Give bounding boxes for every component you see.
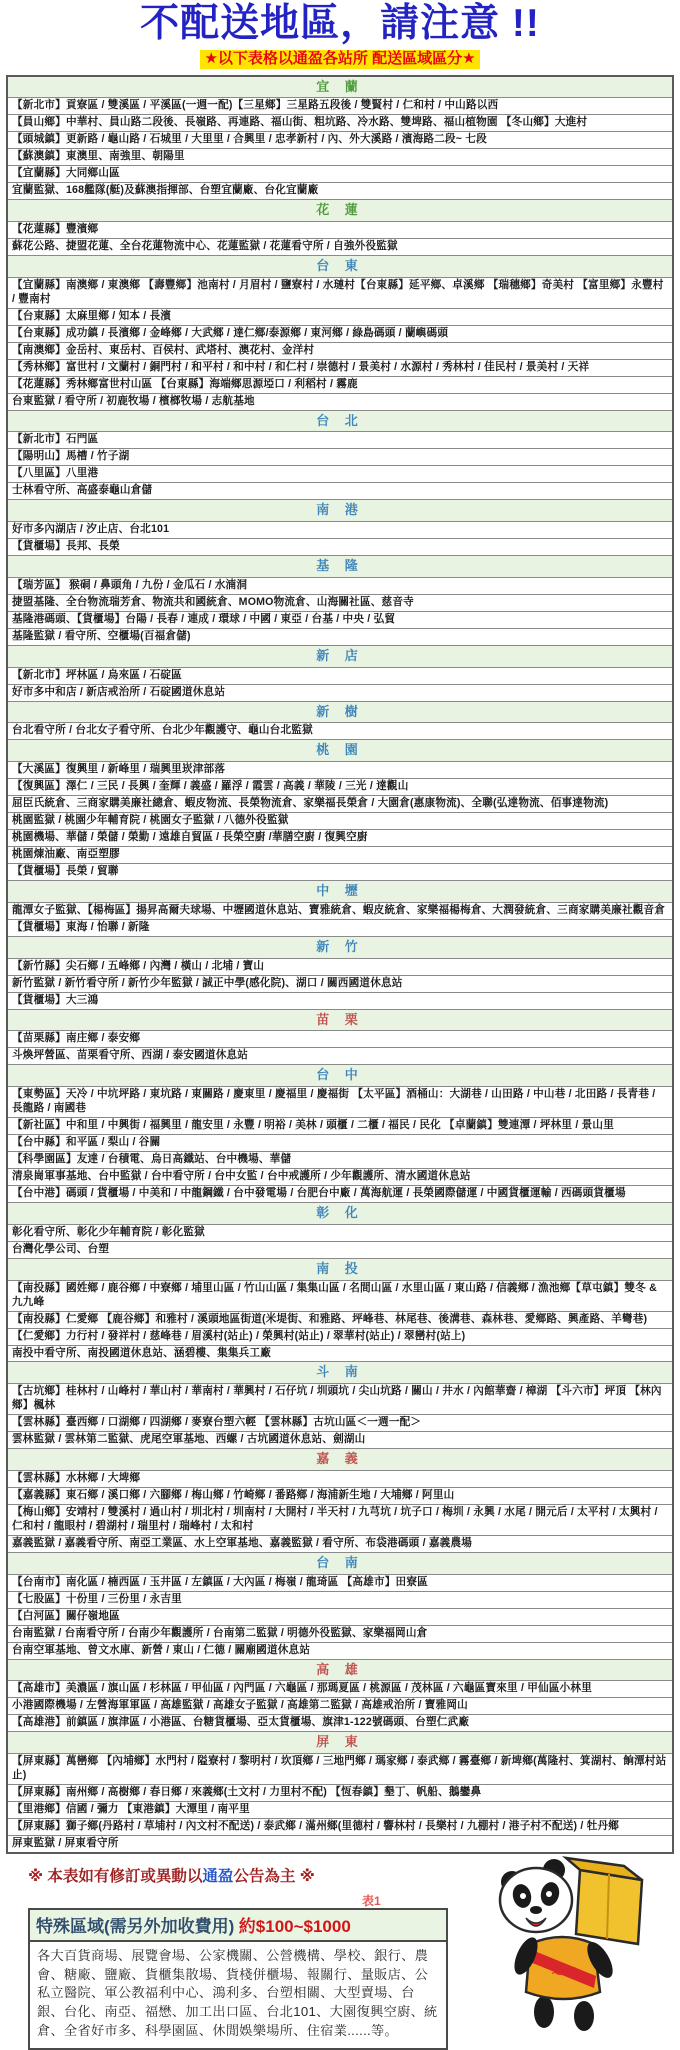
table-row: 【屏東縣】萬巒鄉 【內埔鄉】水門村 / 隘寮村 / 黎明村 / 坎頂鄉 / 三地門鄉 / 瑪家鄉 / 泰武鄉 / 霧臺鄉 / 新埤鄉(萬隆村、箕湖村、餉潭村站止): [8, 1753, 672, 1784]
table-row: 【高雄港】前鎮區 / 旗津區 / 小港區、台糖貨櫃場、亞太貨櫃場、旗津1-122號碼頭、台塑仁武廠: [8, 1714, 672, 1731]
table-row: 【宜蘭縣】南澳鄉 / 東澳鄉 【壽豐鄉】池南村 / 月眉村 / 鹽寮村 / 水璉村【台東縣】延平鄉、卓溪鄉 【瑞穗鄉】奇美村 【富里鄉】永豐村 / 豐南村: [8, 277, 672, 308]
table-row: 士林看守所、高盛泰龜山倉儲: [8, 482, 672, 499]
table-row: 屈臣氏統倉、三商家購美廉社總倉、蝦皮物流、長榮物流倉、家樂福長榮倉 / 大園倉(惠康物流)、全聯(弘達物流、佰事達物流): [8, 795, 672, 812]
table-row: 彰化看守所、彰化少年輔育院 / 彰化監獄: [8, 1224, 672, 1241]
table-row: 【南澳鄉】金岳村、東岳村、百侯村、武塔村、澳花村、金洋村: [8, 342, 672, 359]
table-row: 【古坑鄉】桂林村 / 山峰村 / 華山村 / 華南村 / 華興村 / 石仔坑 / 圳頭坑 / 尖山坑路 / 關山 / 井水 / 內館華齋 / 樟湖 【斗六市】坪頂 【林內鄉】楓林: [8, 1383, 672, 1414]
page-header: [0, 0, 680, 69]
table-row: 台灣化學公司、台塑: [8, 1241, 672, 1258]
section-header: 高 雄: [8, 1659, 672, 1681]
table-row: 桃園機場、華儲 / 榮儲 / 榮勤 / 遠雄自貿區 / 長榮空廚 /華膳空廚 / 復興空廚: [8, 829, 672, 846]
section-header: 中 壢: [8, 880, 672, 902]
table-row: 台南空軍基地、曾文水庫、新營 / 東山 / 仁德 / 關廟國道休息站: [8, 1642, 672, 1659]
footer-note-brand: 通盈: [202, 1867, 234, 1885]
table-row: 【台中縣】和平區 / 梨山 / 谷關: [8, 1134, 672, 1151]
table-row: 【屏東縣】南州鄉 / 高樹鄉 / 春日鄉 / 來義鄉(土文村 / 力里村不配) 【恆春鎮】墾丁、帆船、鵝鑾鼻: [8, 1784, 672, 1801]
page-subtitle: ★以下表格以通盈各站所 配送區域區分★: [200, 50, 479, 69]
section-header: 苗 栗: [8, 1009, 672, 1031]
table-row: 【員山鄉】中華村、員山路二段後、長嶺路、再連路、福山街、粗坑路、冷水路、雙埤路、福山植物園 【冬山鄉】大進村: [8, 114, 672, 131]
table-row: 【台東縣】成功鎮 / 長濱鄉 / 金峰鄉 / 大武鄉 / 達仁鄉/泰源鄉 / 東河鄉 / 綠島碼頭 / 蘭嶼碼頭: [8, 325, 672, 342]
table-row: 【復興區】澤仁 / 三民 / 長興 / 奎輝 / 義盛 / 羅浮 / 霞雲 / 高義 / 華陵 / 三光 / 達觀山: [8, 778, 672, 795]
table-row: 【高雄市】美濃區 / 旗山區 / 杉林區 / 甲仙區 / 內門區 / 六龜區 / 那瑪夏區 / 桃源區 / 茂林區 / 六龜區寶來里 / 甲仙區小林里: [8, 1680, 672, 1697]
table-row: 基隆監獄 / 看守所、空櫃場(百福倉儲): [8, 628, 672, 645]
table-row: 【頭城鎮】更新路 / 龜山路 / 石城里 / 大里里 / 合興里 / 忠孝新村 / 內、外大溪路 / 濱海路二段~ 七段: [8, 131, 672, 148]
table-row: 嘉義監獄 / 嘉義看守所、南亞工業區、水上空軍基地、嘉義監獄 / 看守所、布袋港碼頭 / 嘉義農場: [8, 1535, 672, 1552]
section-header: 南 港: [8, 499, 672, 521]
table-row: 龍潭女子監獄、【楊梅區】揚昇高爾夫球場、中壢國道休息站、寶雅統倉、蝦皮統倉、家樂福楊梅倉、大潤發統倉、三商家購美廉社觀音倉: [8, 902, 672, 919]
table-row: 屏東監獄 / 屏東看守所: [8, 1835, 672, 1852]
table-row: 【新北市】石門區: [8, 431, 672, 448]
table-row: 【花蓮縣】豐濱鄉: [8, 221, 672, 238]
table-row: 斗煥坪營區、苗栗看守所、西湖 / 泰安國道休息站: [8, 1047, 672, 1064]
section-header: 花 蓮: [8, 199, 672, 221]
section-header: 台 東: [8, 255, 672, 277]
section-header: 斗 南: [8, 1361, 672, 1383]
footer-note-suffix: 公告為主 ※: [233, 1867, 315, 1885]
table-row: 【南投縣】仁愛鄉 【鹿谷鄉】和雅村 / 溪頭地區街道(米堤街、和雅路、坪峰巷、林尾巷、後溝巷、森林巷、愛鄉路、興產路、羊彎巷): [8, 1311, 672, 1328]
panda-icon: [492, 1852, 657, 2032]
table-row: 桃園監獄 / 桃園少年輔育院 / 桃園女子監獄 / 八德外役監獄: [8, 812, 672, 829]
mascot-brand-text: 通 盈: [551, 1964, 579, 1980]
table-row: 【梅山鄉】安靖村 / 雙溪村 / 過山村 / 圳北村 / 圳南村 / 大開村 / 半天村 / 九芎坑 / 坑子口 / 梅圳 / 永興 / 水尾 / 開元后 / 太平村 / 太興村 / 仁和村 / 龍眼村 / 碧湖村 / 瑞里村 / 瑞峰村 / 太和村: [8, 1504, 672, 1535]
table-row: 【蘇澳鎮】東澳里、南強里、朝陽里: [8, 148, 672, 165]
special-area-price: 約$100~$1000: [238, 1916, 351, 1936]
section-header: 新 樹: [8, 701, 672, 723]
table-row: 宜蘭監獄、168艦隊(艇)及蘇澳指揮部、台塑宜蘭廠、台化宜蘭廠: [8, 182, 672, 199]
table-row: 【里港鄉】信國 / 彌力 【東港鎮】大潭里 / 南平里: [8, 1801, 672, 1818]
table-row: 【台東縣】太麻里鄉 / 知本 / 長濱: [8, 308, 672, 325]
table-row: 新竹監獄 / 新竹看守所 / 新竹少年監獄 / 誠正中學(感化院)、湖口 / 關西國道休息站: [8, 975, 672, 992]
table-row: 【新北市】貢寮區 / 雙溪區 / 平溪區(一週一配)【三星鄉】三星路五段後 / 雙賢村 / 仁和村 / 中山路以西: [8, 97, 672, 114]
table-row: 【新社區】中和里 / 中興街 / 福興里 / 龍安里 / 永豐 / 明裕 / 美林 / 頭櫃 / 二櫃 / 福民 / 民化 【卓蘭鎮】雙連潭 / 坪林里 / 景山里: [8, 1117, 672, 1134]
table-row: 蘇花公路、捷盟花蓮、全台花蓮物流中心、花蓮監獄 / 花蓮看守所 / 自強外役監獄: [8, 238, 672, 255]
table-row: 【雲林縣】臺西鄉 / 口湖鄉 / 四湖鄉 / 麥寮台塑六輕 【雲林縣】古坑山區＜一週一配＞: [8, 1414, 672, 1431]
section-header: 基 隆: [8, 555, 672, 577]
table-row: 【苗栗縣】南庄鄉 / 泰安鄉: [8, 1030, 672, 1047]
special-area-body: 各大百貨商場、展覽會場、公家機關、公營機構、學校、銀行、農會、糖廠、鹽廠、貨櫃集散場、貨棧併櫃場、報關行、量販店、公私立醫院、軍公教福利中心、鴻利多、台塑相關、大型賣場、台銀、台化、南亞、福懋、加工出口區、台北101、大園復興空廚、統倉、全省好市多、科學園區、休閒娛樂場所、住宿業......等。: [37, 1947, 438, 2038]
table-label: 表1: [362, 1893, 381, 1908]
table-row: 【新竹縣】尖石鄉 / 五峰鄉 / 內灣 / 橫山 / 北埔 / 寶山: [8, 958, 672, 975]
table-row: 【七股區】十份里 / 三份里 / 永吉里: [8, 1591, 672, 1608]
table-row: 【仁愛鄉】力行村 / 發祥村 / 慈峰巷 / 眉溪村(站止) / 榮興村(站止) / 翠華村(站止) / 翠巒村(站上): [8, 1328, 672, 1345]
footer-note-prefix: ※ 本表如有修訂或異動以: [28, 1867, 203, 1885]
delivery-table: [6, 75, 674, 1854]
table-row: 台北看守所 / 台北女子看守所、台北少年觀護守、龜山台北監獄: [8, 722, 672, 739]
table-row: 【台南市】南化區 / 楠西區 / 玉井區 / 左鎮區 / 大內區 / 梅嶺 / 龍琦區 【高雄市】田寮區: [8, 1574, 672, 1591]
table-row: 【新北市】坪林區 / 烏來區 / 石碇區: [8, 667, 672, 684]
section-header: 嘉 義: [8, 1448, 672, 1470]
table-row: 桃園煉油廠、南亞塑膠: [8, 846, 672, 863]
table-row: 【瑞芳區】 猴硐 / 鼻頭角 / 九份 / 金瓜石 / 水湳洞: [8, 577, 672, 594]
section-header: 新 竹: [8, 936, 672, 958]
section-header: 宜 蘭: [8, 77, 672, 98]
table-row: 【花蓮縣】秀林鄉富世村山區 【台東縣】海端鄉思源埡口 / 利稻村 / 霧鹿: [8, 376, 672, 393]
section-header: 彰 化: [8, 1202, 672, 1224]
table-row: 【貨櫃場】長邦、長榮: [8, 538, 672, 555]
section-header: 屏 東: [8, 1731, 672, 1753]
section-header: 台 北: [8, 410, 672, 432]
table-row: 【陽明山】馬槽 / 竹子湖: [8, 448, 672, 465]
special-area-title-row: [30, 1910, 446, 1942]
footer-area: [0, 1864, 680, 2038]
table-row: 捷盟基隆、全台物流瑞芳倉、物流共和國統倉、MOMO物流倉、山海關社區、慈音寺: [8, 594, 672, 611]
table-row: 【台中港】碼頭 / 貨櫃場 / 中美和 / 中龍鋼鐵 / 台中發電場 / 台肥台中廠 / 萬海航運 / 長榮國際儲運 / 中國貨櫃運輸 / 西碼頭貨櫃場: [8, 1185, 672, 1202]
table-row: 【嘉義縣】東石鄉 / 溪口鄉 / 六腳鄉 / 梅山鄉 / 竹崎鄉 / 番路鄉 / 海浦新生地 / 大埔鄉 / 阿里山: [8, 1487, 672, 1504]
table-row: 【白河區】關仔嶺地區: [8, 1608, 672, 1625]
table-row: 【貨櫃場】大三鴻: [8, 992, 672, 1009]
table-row: 好市多內湖店 / 汐止店、台北101: [8, 521, 672, 538]
table-row: 【東勢區】天冷 / 中坑坪路 / 東坑路 / 東關路 / 慶東里 / 慶福里 / 慶福街 【太平區】酒桶山：大湖巷 / 山田路 / 中山巷 / 北田路 / 長青巷 / 長龍路 / 南國巷: [8, 1086, 672, 1117]
section-header: 南 投: [8, 1258, 672, 1280]
table-row: 【貨櫃場】長榮 / 貿聯: [8, 863, 672, 880]
table-row: 基隆港碼頭、【貨櫃場】台陽 / 長春 / 連成 / 環球 / 中國 / 東亞 / 台基 / 中央 / 弘貿: [8, 611, 672, 628]
table-row: 【大溪區】復興里 / 新峰里 / 瑞興里崁津部落: [8, 761, 672, 778]
table-row: 【秀林鄉】富世村 / 文蘭村 / 銅門村 / 和平村 / 和中村 / 和仁村 / 崇德村 / 景美村 / 水源村 / 秀林村 / 佳民村 / 景美村 / 天祥: [8, 359, 672, 376]
tongying-panda-mascot: [492, 1852, 657, 2032]
section-header: 桃 園: [8, 739, 672, 761]
special-area-title: 特殊區域(需另外加收費用): [36, 1916, 235, 1936]
carried-box: [566, 1858, 642, 1944]
table-row: 【八里區】八里港: [8, 465, 672, 482]
section-header: 台 中: [8, 1064, 672, 1086]
table-row: 南投中看守所、南投國道休息站、涵碧樓、集集兵工廠: [8, 1345, 672, 1362]
page-title: 不配送地區，請注意 !!: [140, 2, 540, 45]
table-row: 【宜蘭縣】大同鄉山區: [8, 165, 672, 182]
special-area-box: [28, 1908, 448, 2050]
table-row: 雲林監獄 / 雲林第二監獄、虎尾空軍基地、西螺 / 古坑國道休息站、劍湖山: [8, 1431, 672, 1448]
table-row: 台南監獄 / 台南看守所 / 台南少年觀護所 / 台南第二監獄 / 明德外役監獄、家樂福岡山倉: [8, 1625, 672, 1642]
section-header: 新 店: [8, 645, 672, 667]
section-header: 台 南: [8, 1552, 672, 1574]
table-row: 【屏東縣】獅子鄉(丹路村 / 草埔村 / 內文村不配送) / 泰武鄉 / 滿州鄉(里德村 / 響林村 / 長樂村 / 九棚村 / 港子村不配送) / 牡丹鄉: [8, 1818, 672, 1835]
table-row: 台東監獄 / 看守所 / 初鹿牧場 / 檳榔牧場 / 志航基地: [8, 393, 672, 410]
table-row: 【科學園區】友達 / 台積電、烏日高鐵站、台中機場、華儲: [8, 1151, 672, 1168]
table-row: 【南投縣】國姓鄉 / 鹿谷鄉 / 中寮鄉 / 埔里山區 / 竹山山區 / 集集山區 / 名間山區 / 水里山區 / 東山路 / 信義鄉 / 漁池鄉【草屯鎮】雙冬 & 九九峰: [8, 1280, 672, 1311]
table-row: 小港國際機場 / 左營海軍軍區 / 高雄監獄 / 高雄女子監獄 / 高雄第二監獄 / 高雄戒治所 / 寶雅岡山: [8, 1697, 672, 1714]
table-row: 好市多中和店 / 新店戒治所 / 石碇國道休息站: [8, 684, 672, 701]
table-row: 清泉崗軍事基地、台中監獄 / 台中看守所 / 台中女監 / 台中戒護所 / 少年觀護所、清水國道休息站: [8, 1168, 672, 1185]
table-row: 【貨櫃場】東海 / 怡聯 / 新隆: [8, 919, 672, 936]
table-row: 【雲林縣】水林鄉 / 大埤鄉: [8, 1470, 672, 1487]
